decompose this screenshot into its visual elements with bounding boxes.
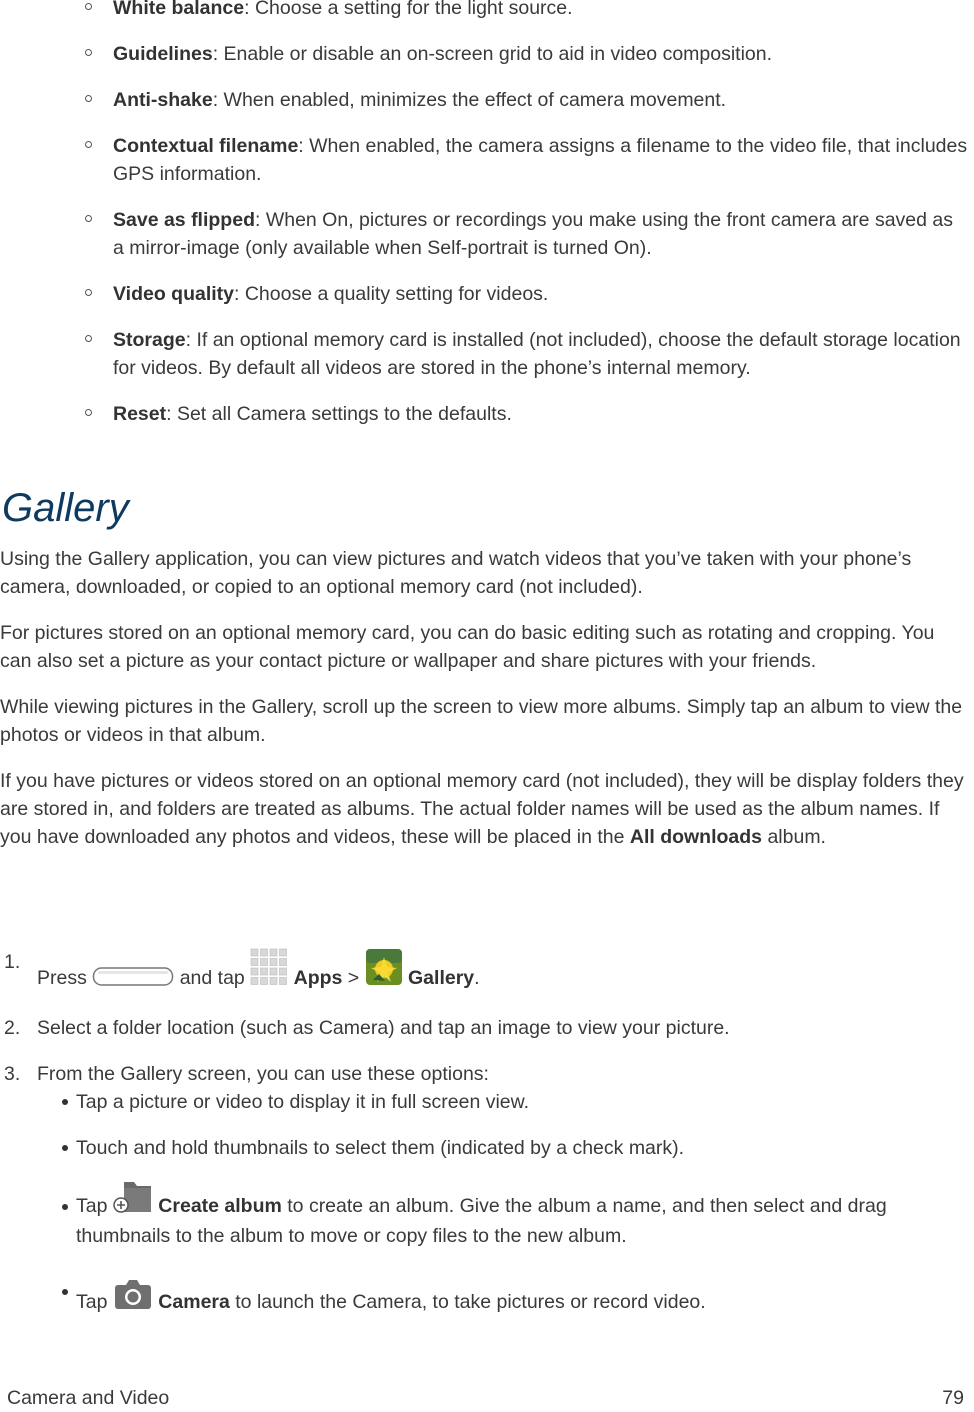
setting-desc: : Set all Camera settings to the defaults. [166, 403, 512, 425]
gallery-label: Gallery [408, 967, 475, 989]
setting-desc: : When enabled, the camera assigns a filename to the video file, that includes GPS information. [113, 135, 968, 185]
setting-desc: : Choose a setting for the light source. [244, 0, 573, 19]
setting-desc: : Enable or disable an on-screen grid to aid in video composition. [212, 43, 773, 65]
setting-term: White balance [113, 0, 245, 19]
paragraph: Using the Gallery application, you can view pictures and watch videos that you’ve taken with your phone’s camera, downloaded, or copied to an optional memory card (not included). [0, 548, 912, 598]
hollow-bullet-icon [85, 409, 92, 416]
setting-term: Reset [113, 403, 167, 425]
apps-label: Apps [293, 967, 343, 989]
option-text: Touch and hold thumbnails to select them (indicated by a check mark). [76, 1137, 685, 1159]
step-2 [0, 1014, 974, 1042]
step-text: Press [37, 967, 87, 989]
setting-contextual-filename [0, 132, 974, 188]
setting-white-balance [0, 0, 974, 22]
paragraph-text: If you have pictures or videos stored on an optional memory card (not included), they will be display folders they are stored in, and folders are treated as albums. The actual folder names will be used as the album names. If you have downloaded any photos and videos, these will be placed in the [0, 770, 964, 848]
home-key-icon [92, 966, 174, 996]
hollow-bullet-icon [85, 95, 92, 102]
setting-video-quality [0, 280, 974, 308]
hollow-bullet-icon [85, 289, 92, 296]
option-text: to create an album. Give the album a name, and then select and drag thumbnails to the album to move or copy files to the new album. [76, 1195, 887, 1247]
bullet-dot-icon [62, 1145, 68, 1151]
setting-desc: : Choose a quality setting for videos. [234, 283, 549, 305]
setting-term: Storage [113, 329, 186, 351]
setting-anti-shake [0, 86, 974, 114]
gallery-intro [0, 545, 974, 869]
apps-grid-icon [250, 948, 288, 994]
option-text: Tap a picture or video to display it in full screen view. [76, 1091, 530, 1113]
setting-desc: : When enabled, minimizes the effect of camera movement. [212, 89, 727, 111]
create-album-label: Create album [158, 1195, 282, 1217]
bullet-dot-icon [62, 1204, 68, 1210]
option-text: to launch the Camera, to take pictures or record video. [229, 1291, 706, 1313]
step-number: 3. [4, 1063, 21, 1085]
hollow-bullet-icon [85, 335, 92, 342]
paragraph: For pictures stored on an optional memory card, you can do basic editing such as rotating and cropping. You can also set a picture as your contact picture or wallpaper and share pictures with your friends. [0, 622, 935, 672]
step-1 [0, 948, 974, 996]
camera-settings-list [0, 0, 974, 446]
create-album-folder-icon [113, 1180, 153, 1222]
setting-storage [0, 326, 974, 382]
gallery-options-list [0, 1088, 974, 1318]
paragraph-tail: album. [762, 826, 826, 848]
camera-icon [113, 1278, 153, 1318]
paragraph: While viewing pictures in the Gallery, scroll up the screen to view more albums. Simply tap an album to view the photos or videos in that album. [0, 696, 963, 746]
setting-term: Contextual filename [113, 135, 299, 157]
step-number: 1. [4, 951, 21, 973]
step-text: and tap [179, 967, 245, 989]
step-number: 2. [4, 1017, 21, 1039]
bullet-dot-icon [62, 1099, 68, 1105]
option-item [0, 1180, 974, 1250]
all-downloads-label: All downloads [629, 826, 763, 848]
tap-label: Tap [76, 1195, 108, 1217]
setting-save-as-flipped [0, 206, 974, 262]
step-text: Select a folder location (such as Camera) and tap an image to view your picture. [37, 1017, 730, 1039]
page-number: 79 [942, 1387, 964, 1409]
setting-term: Guidelines [113, 43, 213, 65]
bullet-dot-icon [62, 1289, 68, 1295]
option-item [0, 1134, 974, 1162]
hollow-bullet-icon [85, 3, 92, 10]
setting-guidelines [0, 40, 974, 68]
hollow-bullet-icon [85, 141, 92, 148]
footer-section-title: Camera and Video [7, 1387, 170, 1409]
hollow-bullet-icon [85, 49, 92, 56]
hollow-bullet-icon [85, 215, 92, 222]
step-3 [0, 1060, 974, 1088]
gallery-app-icon [365, 948, 403, 994]
setting-reset [0, 400, 974, 428]
tap-label: Tap [76, 1291, 108, 1313]
setting-desc: : If an optional memory card is installed (not included), choose the default storage location for videos. By default all videos are stored in the phone’s internal memory. [113, 329, 961, 379]
setting-term: Video quality [113, 283, 234, 305]
step-end: . [474, 967, 480, 989]
separator: > [347, 967, 360, 989]
section-heading: Gallery [2, 486, 129, 530]
step-text: From the Gallery screen, you can use these options: [37, 1063, 489, 1085]
steps-list [0, 948, 974, 1106]
paragraph [0, 767, 974, 851]
setting-desc: : When On, pictures or recordings you make using the front camera are saved as a mirror-image (only available when Self-portrait is turned On). [113, 209, 953, 259]
setting-term: Save as flipped [113, 209, 255, 231]
camera-label: Camera [158, 1291, 230, 1313]
option-item [0, 1088, 974, 1116]
option-item [0, 1268, 974, 1318]
setting-term: Anti-shake [113, 89, 213, 111]
